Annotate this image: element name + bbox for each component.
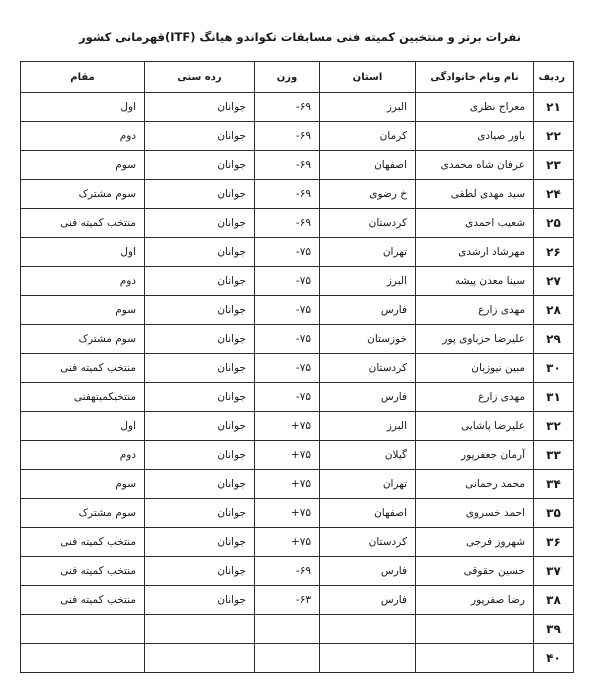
cell-rank: منتخب کمیته فنی [21,209,145,238]
header-num: ردیف [534,62,574,93]
header-age: رده سنی [145,62,255,93]
results-table [20,61,574,673]
cell-age: جوانان [145,325,255,354]
cell-rank [21,615,145,644]
cell-weight: ۶۹- [255,180,320,209]
cell-rank: اول [21,238,145,267]
cell-age: جوانان [145,557,255,586]
cell-num: ۲۴ [534,180,574,209]
cell-weight: ۷۵- [255,383,320,412]
cell-rank: منتخب کمیته فنی [21,528,145,557]
table-row [21,354,574,383]
cell-rank: دوم [21,267,145,296]
cell-weight: ۷۵+ [255,412,320,441]
cell-num: ۳۰ [534,354,574,383]
cell-province: فارس [320,586,416,615]
table-row [21,325,574,354]
cell-num: ۲۶ [534,238,574,267]
cell-name: شعیب احمدی [416,209,534,238]
cell-weight: ۷۵- [255,238,320,267]
table-row [21,644,574,673]
table-row [21,615,574,644]
table-row [21,296,574,325]
cell-name: مبین نیوزیان [416,354,534,383]
cell-age: جوانان [145,122,255,151]
cell-age: جوانان [145,441,255,470]
cell-weight: ۶۹- [255,93,320,122]
cell-age: جوانان [145,383,255,412]
cell-age: جوانان [145,528,255,557]
cell-name: یاور صیادی [416,122,534,151]
cell-province: اصفهان [320,151,416,180]
cell-province: فارس [320,296,416,325]
cell-rank: دوم [21,122,145,151]
table-row [21,151,574,180]
cell-weight: ۶۳- [255,586,320,615]
cell-province: تهران [320,470,416,499]
cell-weight [255,615,320,644]
cell-age: جوانان [145,93,255,122]
cell-rank: سوم مشترک [21,499,145,528]
cell-weight: ۷۵- [255,354,320,383]
cell-num: ۲۵ [534,209,574,238]
cell-province: البرز [320,93,416,122]
table-row [21,180,574,209]
cell-weight: ۶۹- [255,209,320,238]
cell-province: تهران [320,238,416,267]
cell-rank: سوم مشترک [21,180,145,209]
cell-name: حسین حقوقی [416,557,534,586]
cell-num: ۲۱ [534,93,574,122]
cell-name: محمد رحمانی [416,470,534,499]
cell-num: ۳۷ [534,557,574,586]
cell-age: جوانان [145,499,255,528]
cell-num: ۳۳ [534,441,574,470]
cell-name: آرمان جعفرپور [416,441,534,470]
cell-name: علیرضا پاشایی [416,412,534,441]
cell-age: جوانان [145,209,255,238]
cell-rank: منتخب کمیته فنی [21,354,145,383]
cell-name: مهرشاد ارشدی [416,238,534,267]
cell-province: گیلان [320,441,416,470]
cell-province: فارس [320,557,416,586]
table-row [21,267,574,296]
cell-age: جوانان [145,296,255,325]
cell-name: سید مهدی لطفی [416,180,534,209]
cell-rank: دوم [21,441,145,470]
cell-province: اصفهان [320,499,416,528]
cell-province: البرز [320,267,416,296]
cell-weight: ۷۵+ [255,470,320,499]
table-row [21,499,574,528]
cell-weight: ۶۹- [255,151,320,180]
table-row [21,412,574,441]
cell-name: شهروز فرجی [416,528,534,557]
table-row [21,557,574,586]
cell-rank: سوم مشترک [21,325,145,354]
cell-weight: ۷۵- [255,325,320,354]
table-header-row [21,62,574,93]
cell-age [145,615,255,644]
table-row [21,470,574,499]
cell-rank: سوم [21,470,145,499]
cell-province: فارس [320,383,416,412]
cell-num: ۳۸ [534,586,574,615]
cell-name [416,644,534,673]
cell-rank: سوم [21,296,145,325]
cell-num: ۲۹ [534,325,574,354]
table-row [21,209,574,238]
cell-rank: اول [21,93,145,122]
header-rank: مقام [21,62,145,93]
cell-province: خ رضوی [320,180,416,209]
cell-num: ۳۱ [534,383,574,412]
cell-rank [21,644,145,673]
cell-num: ۳۲ [534,412,574,441]
cell-age: جوانان [145,412,255,441]
cell-weight: ۷۵+ [255,528,320,557]
header-province: استان [320,62,416,93]
header-name: نام ونام خانوادگی [416,62,534,93]
cell-rank: منتخبکمیتهفنی [21,383,145,412]
cell-age: جوانان [145,151,255,180]
cell-num: ۳۹ [534,615,574,644]
cell-name: رضا صفرپور [416,586,534,615]
cell-rank: سوم [21,151,145,180]
cell-weight [255,644,320,673]
cell-rank: منتخب کمیته فنی [21,586,145,615]
table-row [21,528,574,557]
cell-province: کردستان [320,209,416,238]
cell-province [320,644,416,673]
table-row [21,122,574,151]
cell-weight: ۷۵+ [255,499,320,528]
cell-age: جوانان [145,267,255,296]
cell-num: ۳۶ [534,528,574,557]
cell-age: جوانان [145,238,255,267]
cell-name: مهدی زارع [416,296,534,325]
cell-name: معراج نظری [416,93,534,122]
cell-weight: ۷۵+ [255,441,320,470]
table-row [21,383,574,412]
cell-weight: ۷۵- [255,296,320,325]
cell-age [145,644,255,673]
cell-province: کرمان [320,122,416,151]
cell-name: عرفان شاه محمدی [416,151,534,180]
cell-province: کردستان [320,354,416,383]
cell-province: خوزستان [320,325,416,354]
cell-province: کردستان [320,528,416,557]
cell-weight: ۶۹- [255,557,320,586]
header-weight: وزن [255,62,320,93]
cell-name: علیرضا حزباوی پور [416,325,534,354]
cell-weight: ۶۹- [255,122,320,151]
table-row [21,93,574,122]
cell-num: ۲۷ [534,267,574,296]
document-title: نفرات برتر و منتخبین کمیته فنی مسابقات تکواندو هیانگ (ITF)قهرمانی کشور [79,30,521,44]
cell-name [416,615,534,644]
cell-num: ۴۰ [534,644,574,673]
table-row [21,586,574,615]
cell-name: مهدی زارع [416,383,534,412]
cell-age: جوانان [145,470,255,499]
cell-num: ۳۴ [534,470,574,499]
cell-num: ۲۲ [534,122,574,151]
cell-name: سینا معدن پیشه [416,267,534,296]
cell-province [320,615,416,644]
cell-age: جوانان [145,586,255,615]
cell-province: البرز [320,412,416,441]
table-row [21,441,574,470]
cell-age: جوانان [145,180,255,209]
cell-weight: ۷۵- [255,267,320,296]
table-row [21,238,574,267]
cell-rank: اول [21,412,145,441]
cell-num: ۲۳ [534,151,574,180]
table-body [21,93,574,673]
cell-age: جوانان [145,354,255,383]
cell-rank: منتخب کمیته فنی [21,557,145,586]
cell-num: ۳۵ [534,499,574,528]
cell-name: احمد خسروی [416,499,534,528]
cell-num: ۲۸ [534,296,574,325]
